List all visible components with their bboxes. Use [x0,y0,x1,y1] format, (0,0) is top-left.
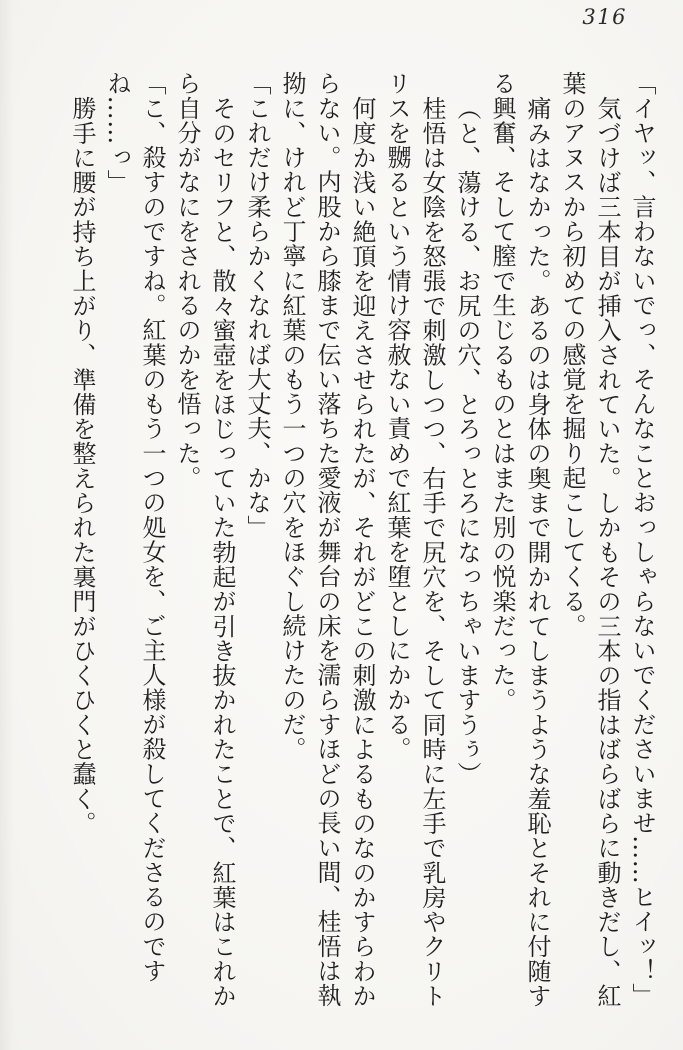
paragraph-5: 桂悟は女陰を怒張で刺激しつつ、右手で尻穴を、そして同時に左手で乳房やクリトリスを嬲るという情け容赦ない責めで紅葉を堕としにかかる。 [383,71,446,1008]
body-text [64,71,659,1011]
paragraph-1: 「イヤッ、言わないでっ、そんなことおっしゃらないでくださいませ……ヒイッ！」 [628,71,656,1008]
paragraph-8: そのセリフと、散々蜜壺をほじっていた勃起が引き抜かれたことで、紅葉はこれから自分がなにをされるのかを悟った。 [173,71,236,1008]
paragraph-3: 痛みはなかった。あるのは身体の奥まで開かれてしまうような羞恥とそれに付随する興奮、そして膣で生じるものとはまた別の悦楽だった。 [488,71,551,1008]
paragraph-7: 「これだけ柔らかくなれば大丈夫、かな」 [243,71,271,540]
paragraph-10: 勝手に腰が持ち上がり、準備を整えられた裏門がひくひくと蠢く。 [68,95,96,836]
paragraph-4: （と、蕩ける、お尻の穴、とろっとろになっちゃいますうぅ） [453,95,481,786]
paragraph-9: 「こ、殺すのですね。紅葉のもう一つの処女を、ご主人様が殺してくださるのですね……っ」 [103,71,166,984]
paragraph-2: 気づけば三本目が挿入されていた。しかもその三本の指はばらばらに動きだし、紅葉のアヌスから初めての感覚を掘り起こしてくる。 [558,71,621,1008]
paragraph-6: 何度か浅い絶頂を迎えさせられたが、それがどこの刺激によるものなのかすらわからない。内股から膝まで伝い落ちた愛液が舞台の床を濡らすほどの長い間、桂悟は執拗に、けれど丁寧に紅葉のもう一つの穴をほぐし続けたのだ。 [278,71,376,1008]
page-number: 316 [582,5,627,29]
